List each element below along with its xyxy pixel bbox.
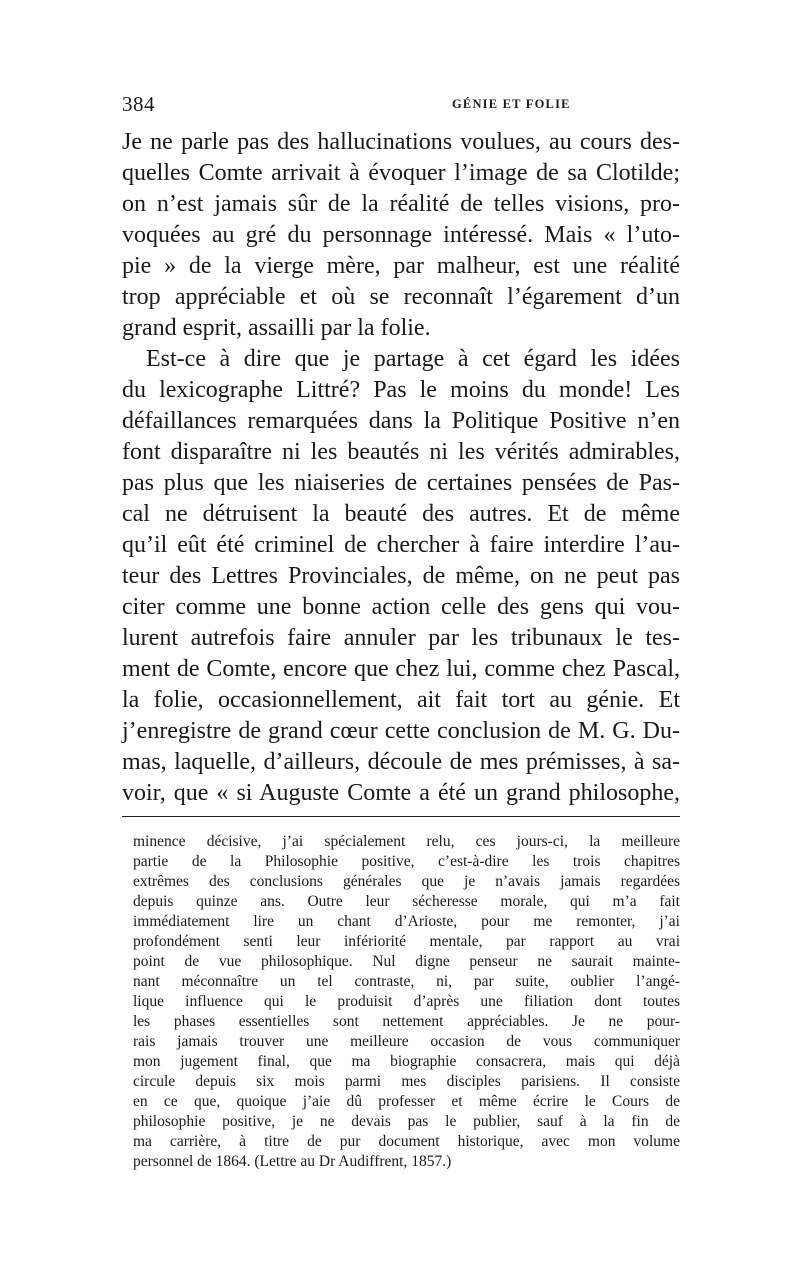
footnote-line: partie de la Philosophie positive, c’est-à-dire les trois chapitres bbox=[133, 853, 680, 870]
footnote-line: circule depuis six mois parmi mes disciples parisiens. Il consiste bbox=[133, 1073, 680, 1090]
body-line: grand esprit, assailli par la folie. bbox=[122, 315, 431, 341]
body-line: cal ne détruisent la beauté des autres. Et de même bbox=[122, 501, 680, 527]
footnote-line: ma carrière, à titre de pur document historique, avec mon volume bbox=[133, 1133, 680, 1150]
footnote-line: rais jamais trouver une meilleure occasion de vous communiquer bbox=[133, 1033, 680, 1050]
body-line: pas plus que les niaiseries de certaines pensées de Pas- bbox=[122, 470, 680, 496]
footnote-line: minence décisive, j’ai spécialement relu, ces jours-ci, la meilleure bbox=[133, 833, 680, 850]
body-line: teur des Lettres Provinciales, de même, on ne peut pas bbox=[122, 563, 680, 589]
footnote-line: extrêmes des conclusions générales que je n’avais jamais regardées bbox=[133, 873, 680, 890]
footnote-line: mon jugement final, que ma biographie consacrera, mais qui déjà bbox=[133, 1053, 680, 1070]
body-line: font disparaître ni les beautés ni les vérités admirables, bbox=[122, 439, 680, 465]
body-line: voquées au gré du personnage intéressé. Mais « l’uto- bbox=[122, 222, 680, 248]
body-line: citer comme une bonne action celle des gens qui vou- bbox=[122, 594, 680, 620]
footnote-line: philosophie positive, je ne devais pas le publier, sauf à la fin de bbox=[133, 1113, 680, 1130]
footnote-line: en ce que, quoique j’aie dû professer et même écrire le Cours de bbox=[133, 1093, 680, 1110]
running-head: GÉNIE ET FOLIE bbox=[452, 97, 571, 111]
body-line: lurent autrefois faire annuler par les tribunaux le tes- bbox=[122, 625, 680, 651]
footnote-line: les phases essentielles sont nettement appréciables. Je ne pour- bbox=[133, 1013, 680, 1030]
body-line: pie » de la vierge mère, par malheur, est une réalité bbox=[122, 253, 680, 279]
footnote-line: depuis quinze ans. Outre leur sécheresse morale, qui m’a fait bbox=[133, 893, 680, 910]
body-line: défaillances remarquées dans la Politique Positive n’en bbox=[122, 408, 680, 434]
body-line: quelles Comte arrivait à évoquer l’image de sa Clotilde; bbox=[122, 160, 680, 186]
footnote-line: personnel de 1864. (Lettre au Dr Audiffrent, 1857.) bbox=[133, 1153, 452, 1170]
footnote-line: immédiatement lire un chant d’Arioste, pour me remonter, j’ai bbox=[133, 913, 680, 930]
footnote-rule bbox=[122, 816, 680, 817]
body-line: on n’est jamais sûr de la réalité de telles visions, pro- bbox=[122, 191, 680, 217]
page-header bbox=[122, 90, 682, 118]
body-line: j’enregistre de grand cœur cette conclusion de M. G. Du- bbox=[122, 718, 680, 744]
footnote-line: profondément senti leur infériorité mentale, par rapport au vrai bbox=[133, 933, 680, 950]
body-line: Est-ce à dire que je partage à cet égard les idées bbox=[146, 346, 680, 372]
body-line: ment de Comte, encore que chez lui, comme chez Pascal, bbox=[122, 656, 680, 682]
body-line: qu’il eût été criminel de chercher à faire interdire l’au- bbox=[122, 532, 680, 558]
body-line: trop appréciable et où se reconnaît l’égarement d’un bbox=[122, 284, 680, 310]
page-number: 384 bbox=[122, 92, 155, 116]
footnote-line: nant méconnaître un tel contraste, ni, par suite, oublier l’angé- bbox=[133, 973, 680, 990]
body-line: Je ne parle pas des hallucinations voulues, au cours des- bbox=[122, 129, 680, 155]
body-line: la folie, occasionnellement, ait fait tort au génie. Et bbox=[122, 687, 680, 713]
body-line: mas, laquelle, d’ailleurs, découle de mes prémisses, à sa- bbox=[122, 749, 680, 775]
body-line: du lexicographe Littré? Pas le moins du monde! Les bbox=[122, 377, 680, 403]
footnote-line: point de vue philosophique. Nul digne penseur ne saurait mainte- bbox=[133, 953, 680, 970]
footnote-line: lique influence qui le produisit d’après une filiation dont toutes bbox=[133, 993, 680, 1010]
body-line: voir, que « si Auguste Comte a été un grand philosophe, bbox=[122, 780, 680, 806]
